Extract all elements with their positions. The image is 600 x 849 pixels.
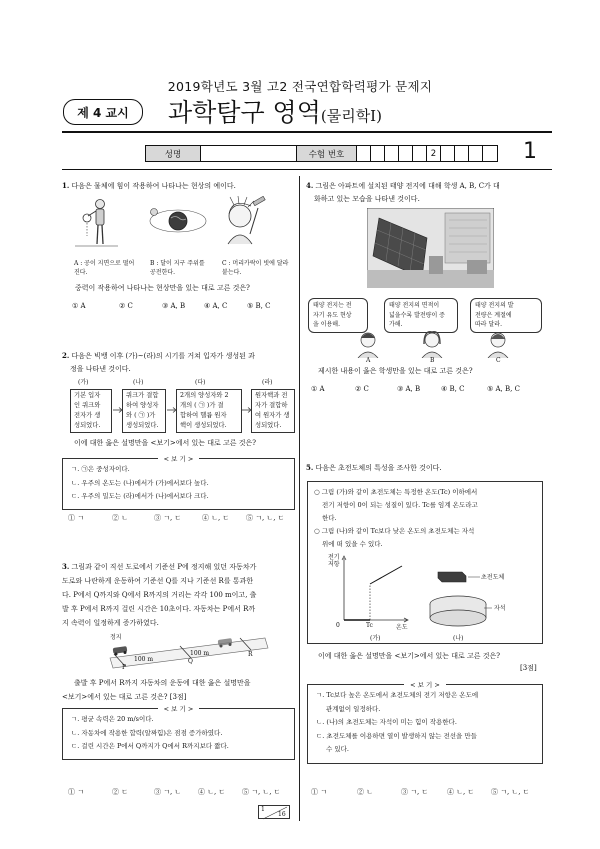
view-item: ㄷ. 걸린 시간은 P에서 Q까지가 Q에서 R까지보다 짧다. xyxy=(71,742,229,750)
id-digit-box[interactable] xyxy=(385,146,399,161)
view-box xyxy=(62,455,295,510)
stage-text: 여 원자가 생 xyxy=(255,412,290,419)
arrow-right-icon xyxy=(166,406,178,414)
id-digit-box[interactable] xyxy=(413,146,427,161)
current-page: 1 xyxy=(261,806,265,813)
bubble-text: 전량은 계절에 xyxy=(475,311,512,319)
line-q-label: Q xyxy=(188,658,193,665)
subject-sub: (물리학Ⅰ) xyxy=(320,107,382,125)
choice-4[interactable]: ④ ㄴ, ㄷ xyxy=(202,514,230,522)
q5-info-text xyxy=(314,486,540,551)
candidate-info-row xyxy=(145,145,498,162)
choice-2[interactable]: ② ㄴ xyxy=(112,514,128,522)
subject-title xyxy=(168,93,382,129)
stage-text: 쿼크가 결합 xyxy=(126,392,159,399)
question-stem: 다. P에서 Q까지와 Q에서 R까지의 거리는 각각 100 m이고, 출 xyxy=(62,591,257,599)
choice-1[interactable]: ① ㄱ xyxy=(68,514,84,522)
column-divider xyxy=(299,176,300,821)
stage-box-d xyxy=(251,389,295,433)
choice-1[interactable]: ① ㄱ xyxy=(68,788,84,796)
choice-5[interactable]: ⑤ ㄱ, ㄴ, ㄷ xyxy=(491,788,530,796)
question-2 xyxy=(62,349,297,376)
resistance-temperature-graph xyxy=(332,554,412,630)
stage-label: (나) xyxy=(133,379,144,386)
arrow-right-icon xyxy=(112,406,124,414)
bubble-text: 태양 전지의 면적이 xyxy=(389,302,440,309)
view-item: 관계없이 일정하다. xyxy=(326,704,381,713)
question-1 xyxy=(62,179,292,193)
choice-3[interactable]: ③ A, B xyxy=(397,385,421,393)
question-3 xyxy=(62,560,297,630)
view-item: ㄴ. 우주의 온도는 (나)에서가 (가)에서보다 높다. xyxy=(71,478,209,487)
id-digit-box[interactable] xyxy=(455,146,469,161)
prompt-line: <보기>에서 있는 대로 고른 것은? [3점] xyxy=(62,693,187,701)
earth-moon-icon xyxy=(150,209,206,233)
graph-xlabel: 온도 xyxy=(396,624,408,631)
bubble-text: 태양 전지는 전 xyxy=(313,302,352,309)
student-a-icon xyxy=(358,333,378,358)
view-item: ㄱ. ㉠은 중성자이다. xyxy=(71,465,130,473)
choice-2[interactable]: ② ㄴ xyxy=(357,788,373,796)
question-number: 4. xyxy=(306,181,314,190)
resistance-line xyxy=(370,566,402,584)
arrow-right-icon xyxy=(241,406,253,414)
question-stem: 도로와 나란하게 운동하여 기준선 Q를 지나 기준선 R를 통과한 xyxy=(62,577,254,585)
choice-1[interactable]: ① A xyxy=(311,385,325,393)
stage-text: 2개의 양성자와 2 xyxy=(180,392,229,399)
prompt-line: 출발 후 P에서 R까지 자동차의 운동에 대한 옳은 설명만을 xyxy=(74,679,251,687)
stage-text: 인 쿼크와 xyxy=(74,402,101,409)
question-4 xyxy=(306,179,546,206)
choice-3[interactable]: ③ ㄱ, ㄷ xyxy=(401,788,429,796)
view-box xyxy=(307,681,543,764)
stage-box-a xyxy=(70,389,112,433)
id-digit-box[interactable] xyxy=(483,146,497,161)
girl-with-comb-icon xyxy=(228,196,265,244)
student-b-icon xyxy=(422,332,442,358)
question-stem-cont: 정을 나타낸 것이다. xyxy=(70,365,131,373)
choice-2[interactable]: ② C xyxy=(355,385,369,393)
view-box xyxy=(62,705,295,760)
bubble-text: 을 이용해. xyxy=(313,321,340,328)
id-digit-box[interactable]: 2 xyxy=(427,146,441,161)
superconductor-block xyxy=(438,572,466,582)
choice-3[interactable]: ③ ㄱ, ㄷ xyxy=(154,514,182,522)
page-indicator xyxy=(258,805,290,819)
person-with-ball-icon xyxy=(75,200,118,247)
stage-text: 하여 양성자 xyxy=(126,402,159,409)
question-number: 3. xyxy=(62,562,70,571)
id-digit-box[interactable] xyxy=(371,146,385,161)
q1-caption-a: A : 공이 지면으로 떨어진다. xyxy=(74,260,135,276)
stage-box-b xyxy=(122,389,166,433)
bubble-text: 자기 유도 현상 xyxy=(313,311,352,319)
stage-label: (라) xyxy=(262,379,273,386)
total-pages: 16 xyxy=(278,811,286,818)
start-label: 정지 xyxy=(110,634,122,641)
line-r-label: R xyxy=(248,651,253,658)
question-stem: 발 후 P에서 R까지 걸린 시간은 10초이다. 자동차는 P에서 R까 xyxy=(62,605,256,613)
bubble-text: 태양 전지의 발 xyxy=(475,302,514,309)
question-prompt xyxy=(62,676,299,704)
choice-4[interactable]: ④ ㄴ, ㄷ xyxy=(198,788,226,796)
exam-title: 2019학년도 3월 고2 전국연합학력평가 문제지 xyxy=(167,79,433,94)
q1-caption-c: C : 머리카락이 빗에 달라붙는다. xyxy=(222,260,289,276)
view-item: ㄷ. 초전도체를 이용하면 열이 발생하지 않는 전선을 만들 xyxy=(316,731,477,740)
speech-bubble-b xyxy=(384,298,458,333)
stage-text: 기본 입자 xyxy=(74,392,101,399)
student-label-c: C xyxy=(496,357,501,364)
choice-3[interactable]: ③ A, B xyxy=(162,302,186,310)
stage-label: (다) xyxy=(195,379,206,386)
question-5 xyxy=(306,461,546,475)
view-item: 수 있다. xyxy=(326,745,349,753)
page-number: 1 xyxy=(523,139,537,164)
choice-1[interactable]: ① A xyxy=(72,302,86,310)
view-header: < 보 기 > xyxy=(308,679,542,693)
question-prompt: 이에 대한 옳은 설명만을 <보기>에서 있는 대로 고른 것은? xyxy=(318,652,501,660)
info-line: 한다. xyxy=(322,514,337,522)
stage-text: 자가 결합하 xyxy=(255,402,288,409)
question-stem: 다음은 빅뱅 이후 (가)~(라)의 시기를 거쳐 입자가 생성된 과 xyxy=(71,352,255,360)
id-label: 수험 번호 xyxy=(297,146,357,161)
bubble-text: 넓을수록 발전량이 증 xyxy=(389,311,445,319)
graph-ylabel: 전기 저항 xyxy=(328,554,340,568)
choice-5[interactable]: ⑤ B, C xyxy=(247,302,271,310)
view-item: ㄱ. Tc보다 높은 온도에서 초전도체의 전기 저항은 온도에 xyxy=(316,691,479,699)
graph-tc: Tc xyxy=(366,622,373,629)
superconductor-label: 초전도체 xyxy=(481,574,505,581)
stage-text: 개의 ( ㉠ )가 결 xyxy=(180,402,224,409)
view-header: < 보 기 > xyxy=(63,703,294,717)
q1-illustrations xyxy=(70,196,285,258)
stage-text: 원자핵과 전 xyxy=(255,392,288,399)
question-stem: 다음은 초전도체의 특성을 조사한 것이다. xyxy=(315,464,442,472)
question-number: 2. xyxy=(62,351,70,360)
header-rule-thin xyxy=(62,169,552,170)
distance-label: 100 m xyxy=(134,656,154,663)
figure-b-caption: (나) xyxy=(453,635,464,642)
choice-5[interactable]: ⑤ ㄱ, ㄴ, ㄷ xyxy=(242,788,281,796)
info-line: 위에 떠 있을 수 있다. xyxy=(322,540,383,548)
magnet-disc xyxy=(430,610,486,626)
choice-2[interactable]: ② C xyxy=(119,302,133,310)
view-item: ㄴ. 자동차에 작용한 합력(알짜힘)은 점점 증가하였다. xyxy=(71,728,223,737)
speech-bubble-a xyxy=(308,298,368,333)
stage-text: 생성되었다. xyxy=(126,422,159,429)
speech-bubble-c xyxy=(470,298,542,333)
choice-4[interactable]: ④ ㄴ, ㄷ xyxy=(447,788,475,796)
student-c-icon xyxy=(488,333,508,358)
solar-panel-photo xyxy=(367,208,494,288)
choice-2[interactable]: ② ㄷ xyxy=(112,788,128,796)
period-badge: 제 4 교시 xyxy=(63,99,143,125)
info-line: ○ 그림 (가)와 같이 초전도체는 특정한 온도(Tc) 이하에서 xyxy=(314,488,478,496)
choice-5[interactable]: ⑤ A, B, C xyxy=(487,385,520,393)
question-prompt: 이에 대한 옳은 설명만을 <보기>에서 있는 대로 고른 것은? xyxy=(74,439,257,447)
question-number: 1. xyxy=(62,181,70,190)
student-label-b: B xyxy=(430,357,435,364)
stage-text: 성되었다. xyxy=(74,422,101,429)
choice-4[interactable]: ④ A, C xyxy=(204,302,228,310)
id-digit-box[interactable] xyxy=(399,146,413,161)
line-p-label: P xyxy=(122,664,127,671)
info-line: ○ 그림 (나)와 같이 Tc보다 낮은 온도의 초전도체는 자석 xyxy=(314,527,475,535)
q1-caption-b: B : 달이 지구 주위를 공전한다. xyxy=(150,260,205,276)
choice-4[interactable]: ④ B, C xyxy=(441,385,465,393)
car-icon xyxy=(113,646,128,655)
bubble-text: 가해. xyxy=(389,321,403,328)
stage-text: 핵이 생성되었다. xyxy=(180,422,227,429)
view-item: ㄷ. 우주의 밀도는 (라)에서가 (나)에서보다 크다. xyxy=(71,492,209,500)
subject-main: 과학탐구 영역 xyxy=(168,98,321,127)
distance-label: 100 m xyxy=(190,650,210,657)
question-stem-cont: 화하고 있는 모습을 나타낸 것이다. xyxy=(314,195,420,203)
view-item: ㄴ. (나)의 초전도체는 자석이 미는 힘이 작용한다. xyxy=(316,718,457,726)
id-digit-box[interactable] xyxy=(441,146,455,161)
info-line: 전기 저항이 0이 되는 성질이 있다. Tc를 임계 온도라고 xyxy=(322,501,478,509)
points-label: [3점] xyxy=(520,664,537,672)
q5-info-box xyxy=(307,481,543,644)
id-digit-box[interactable] xyxy=(357,146,371,161)
view-header: < 보 기 > xyxy=(63,453,294,467)
magnet-label: 자석 xyxy=(494,605,506,612)
header-rule xyxy=(62,131,552,133)
choice-1[interactable]: ① ㄱ xyxy=(311,788,327,796)
question-number: 5. xyxy=(306,463,314,472)
view-item: ㄱ. 평균 속력은 20 m/s이다. xyxy=(71,715,154,723)
question-stem: 지 속력이 일정하게 증가하였다. xyxy=(62,619,159,627)
question-prompt: 제시한 내용이 옳은 학생만을 있는 대로 고른 것은? xyxy=(318,367,473,375)
choice-3[interactable]: ③ ㄱ, ㄴ xyxy=(154,788,182,796)
question-stem: 다음은 물체에 힘이 작용하여 나타나는 현상의 예이다. xyxy=(71,182,236,190)
bubble-text: 따라 달라. xyxy=(475,321,502,328)
stage-text: 전자가 생 xyxy=(74,412,101,419)
question-stem: 그림과 같이 직선 도로에서 기준선 P에 정지해 있던 자동차가 xyxy=(71,563,257,571)
student-label-a: A xyxy=(366,357,371,364)
name-field[interactable] xyxy=(201,146,297,161)
question-stem: 그림은 아파트에 설치된 태양 전지에 대해 학생 A, B, C가 대 xyxy=(315,182,500,190)
question-prompt: 중력이 작용하여 나타나는 현상만을 있는 대로 고른 것은? xyxy=(75,284,250,292)
name-label: 성명 xyxy=(146,146,201,161)
graph-caption: (가) xyxy=(370,635,381,642)
stage-text: 합하여 헬륨 원자 xyxy=(180,412,227,419)
stage-text: 성되었다. xyxy=(255,422,282,429)
stage-box-c xyxy=(176,389,242,433)
stage-label: (가) xyxy=(78,379,89,386)
students-illustration xyxy=(320,330,545,358)
choice-5[interactable]: ⑤ ㄱ, ㄴ, ㄷ xyxy=(246,514,285,522)
id-digit-box[interactable] xyxy=(469,146,483,161)
graph-origin: 0 xyxy=(336,622,340,629)
stage-text: 와 ( ㉠ )가 xyxy=(126,412,156,419)
